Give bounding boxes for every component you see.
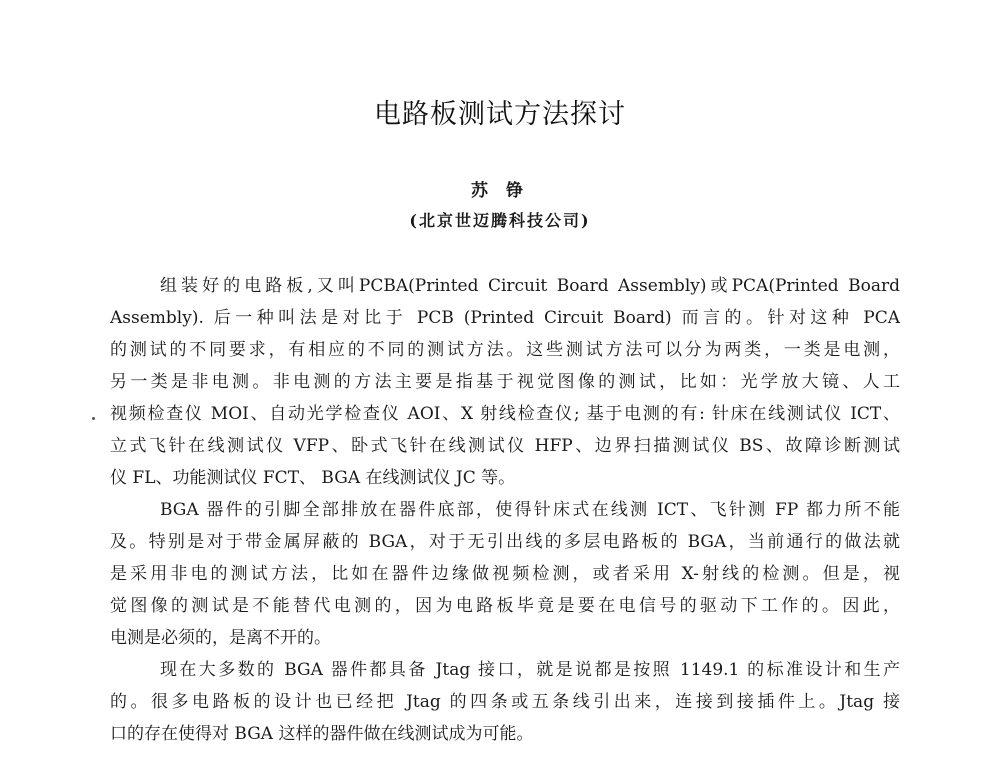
paragraph-1-line-1: 组装好的电路板,又叫PCBA(Printed Circuit Board Assembly)或PCA(Printed Board	[160, 276, 900, 296]
paragraph-2-line-2: 及。特别是对于带金属屏蔽的 BGA，对于无引出线的多层电路板的 BGA，当前通行的做法就	[110, 532, 900, 552]
paragraph-3-line-1: 现在大多数的 BGA 器件都具备 Jtag 接口，就是说都是按照 1149.1 的标准设计和生产	[160, 660, 900, 680]
paragraph-2-line-1: BGA 器件的引脚全部排放在器件底部，使得针床式在线测 ICT、飞针测 FP 都力所不能	[160, 500, 900, 520]
paragraph-1-line-3: 的测试的不同要求，有相应的不同的测试方法。这些测试方法可以分为两类，一类是电测，	[110, 340, 900, 360]
paper-title: 电路板测试方法探讨	[374, 99, 626, 130]
author-name: 苏 铮	[471, 181, 529, 201]
paragraph-1-line-7: 仪 FL、功能测试仪 FCT、 BGA 在线测试仪 JC 等。	[110, 468, 516, 488]
paragraph-3-line-3: 口的存在使得对 BGA 这样的器件做在线测试成为可能。	[110, 724, 534, 744]
scan-speck	[92, 417, 95, 420]
author-affiliation: (北京世迈腾科技公司)	[409, 211, 591, 230]
paragraph-1-line-6: 立式飞针在线测试仪 VFP、卧式飞针在线测试仪 HFP、边界扫描测试仪 BS、故障诊断测试	[110, 436, 900, 456]
paragraph-1-line-2: Assembly). 后一种叫法是对比于 PCB (Printed Circuit Board) 而言的。针对这种 PCA	[110, 308, 900, 328]
paragraph-3-line-2: 的。很多电路板的设计也已经把 Jtag 的四条或五条线引出来，连接到接插件上。Jtag 接	[110, 692, 900, 712]
paragraph-1-line-4: 另一类是非电测。非电测的方法主要是指基于视觉图像的测试，比如：光学放大镜、人工	[110, 372, 900, 392]
paragraph-2-line-4: 觉图像的测试是不能替代电测的，因为电路板毕竟是要在电信号的驱动下工作的。因此，	[110, 596, 900, 616]
paragraph-1-line-5: 视频检查仪 MOI、自动光学检查仪 AOI、X 射线检查仪; 基于电测的有: 针床在线测试仪 ICT、	[110, 404, 900, 424]
body-text	[110, 270, 900, 750]
paragraph-2-line-3: 是采用非电的测试方法，比如在器件边缘做视频检测，或者采用 X-射线的检测。但是，视	[110, 564, 900, 584]
paragraph-2-line-5: 电测是必须的，是离不开的。	[110, 628, 331, 648]
